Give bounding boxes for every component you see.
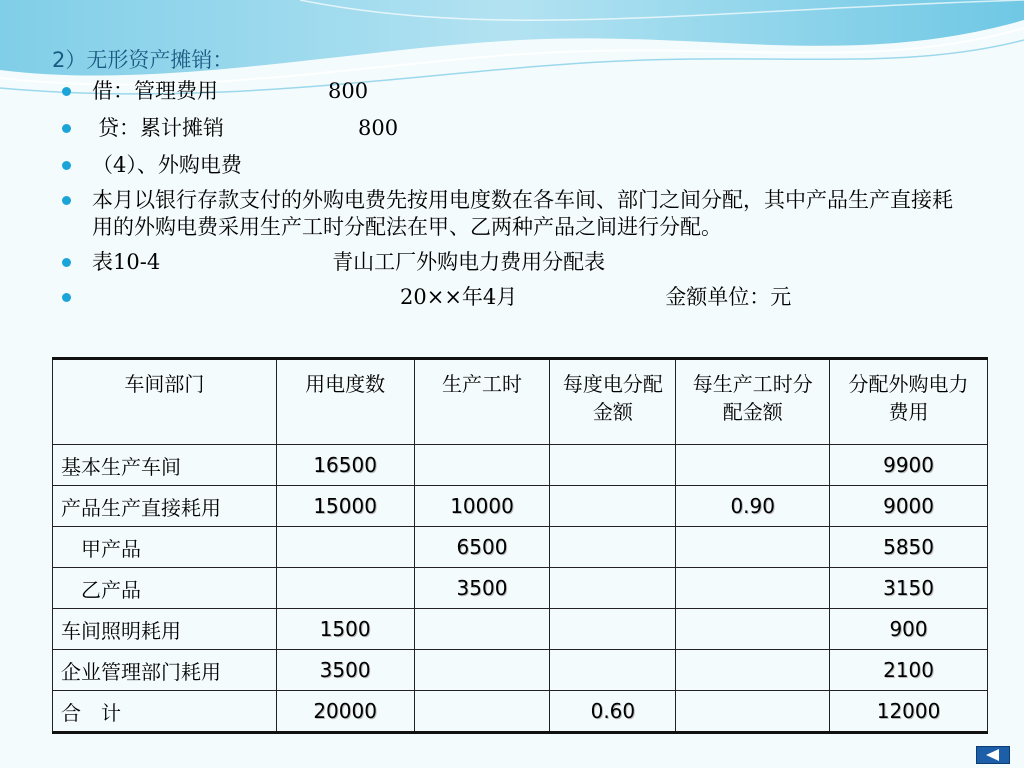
table-cell [414,650,550,691]
table-total-row [53,691,988,733]
column-header: 分配外购电力费用 [830,359,988,445]
table-cell: 9900 [830,445,988,486]
table-cell [414,609,550,650]
table-cell [550,568,676,609]
table-cell: 2100 [830,650,988,691]
column-header: 车间部门 [53,359,277,445]
table-cell: 6500 [414,527,550,568]
list-item [62,78,972,105]
row-label: 甲产品 [53,527,277,568]
table-date: 20××年4月 [400,285,518,309]
table-row [53,527,988,568]
credit-entry-amount: 800 [358,116,399,140]
table-cell: 16500 [276,445,414,486]
bullet-icon [62,161,71,170]
table-row [53,445,988,486]
table-cell: 15000 [276,486,414,527]
bullet-list [62,78,972,319]
table-header-row [53,359,988,445]
table-cell [414,445,550,486]
bullet-icon [62,196,71,205]
table-cell: 5850 [830,527,988,568]
prev-arrow-icon [977,747,1009,763]
table-row [53,650,988,691]
previous-slide-button[interactable] [976,746,1010,764]
bullet-icon [62,124,71,133]
list-item [62,115,972,142]
column-header: 生产工时 [414,359,550,445]
table-cell: 12000 [830,691,988,733]
table-cell [276,527,414,568]
list-item [62,284,972,311]
column-header: 每度电分配金额 [550,359,676,445]
bullet-icon [62,293,71,302]
bullet-icon [62,87,71,96]
row-label: 合 计 [53,691,277,733]
list-item [62,187,972,241]
credit-entry-label: 贷：累计摊销 [98,116,224,140]
electricity-allocation-table [52,357,988,734]
row-label: 企业管理部门耗用 [53,650,277,691]
row-label: 乙产品 [53,568,277,609]
table-cell: 0.60 [550,691,676,733]
table-title: 青山工厂外购电力费用分配表 [332,250,606,274]
row-label: 基本生产车间 [53,445,277,486]
debit-entry-amount: 800 [328,79,369,103]
table-cell: 20000 [276,691,414,733]
table-unit: 金额单位：元 [665,285,792,309]
table-cell [276,568,414,609]
table-cell [676,609,830,650]
table-cell: 1500 [276,609,414,650]
table-cell [676,650,830,691]
table-cell: 3500 [414,568,550,609]
table-cell [550,609,676,650]
column-header: 每生产工时分配金额 [676,359,830,445]
table-cell [676,568,830,609]
table-cell: 900 [830,609,988,650]
table-cell: 3500 [276,650,414,691]
table-cell: 10000 [414,486,550,527]
slide-heading: 2）无形资产摊销： [52,48,234,72]
section-title: （4）、外购电费 [92,153,242,177]
table-cell [550,486,676,527]
row-label: 产品生产直接耗用 [53,486,277,527]
table-cell [550,527,676,568]
list-item [62,249,972,276]
table-cell: 0.90 [676,486,830,527]
table-row [53,609,988,650]
table-row [53,568,988,609]
table-cell [676,527,830,568]
description-paragraph: 本月以银行存款支付的外购电费先按用电度数在各车间、部门之间分配，其中产品生产直接耗用的外购电费采用生产工时分配法在甲、乙两种产品之间进行分配。 [92,188,953,239]
table-row [53,486,988,527]
table-cell [676,691,830,733]
table-number: 表10-4 [92,250,161,274]
row-label: 车间照明耗用 [53,609,277,650]
list-item [62,152,972,179]
table-cell: 3150 [830,568,988,609]
debit-entry-label: 借：管理费用 [92,79,218,103]
table-cell [550,445,676,486]
table-cell [414,691,550,733]
table-cell [550,650,676,691]
bullet-icon [62,258,71,267]
column-header: 用电度数 [276,359,414,445]
table-cell: 9000 [830,486,988,527]
table-cell [676,445,830,486]
